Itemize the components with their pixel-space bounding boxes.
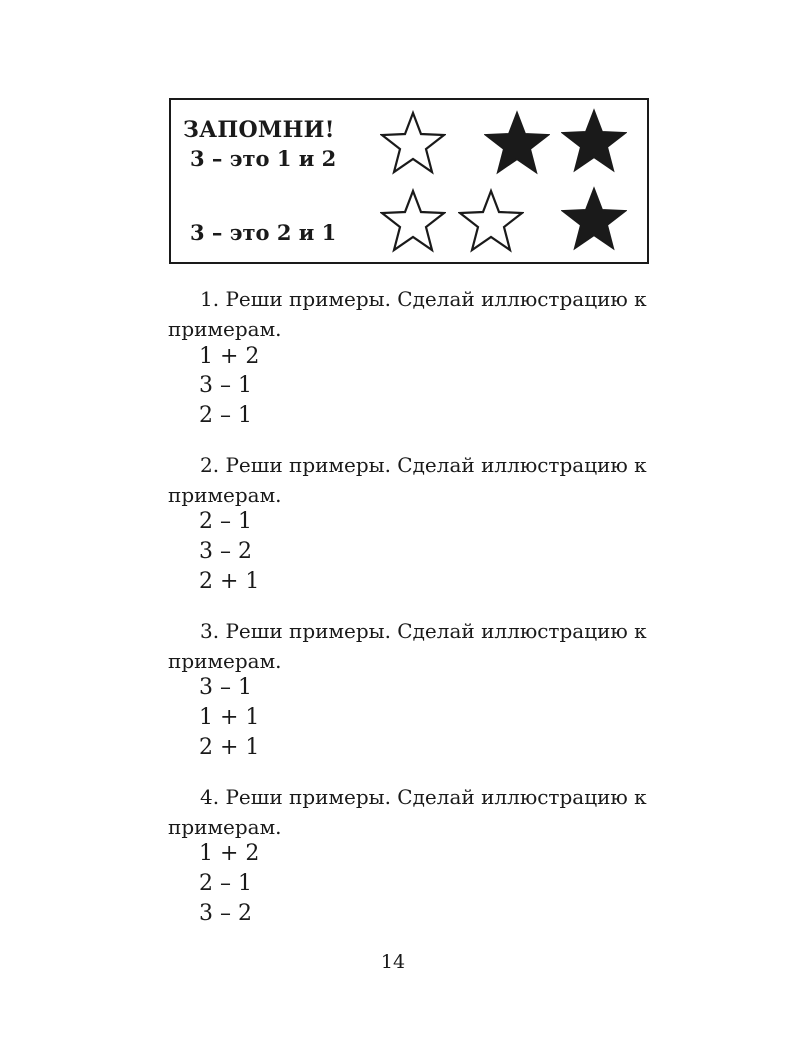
task-3-example-2: 1 + 1	[199, 705, 260, 730]
star-filled-icon	[561, 186, 627, 252]
star-outline-icon	[380, 110, 446, 176]
task-4-example-2: 2 – 1	[199, 871, 252, 896]
task-1-example-2: 3 – 1	[199, 373, 252, 398]
task-1-example-1: 1 + 2	[199, 344, 260, 369]
task-2-title: 2. Реши примеры. Сделай иллюстрацию к примерам.	[168, 453, 647, 507]
star-outline-icon	[458, 188, 524, 254]
task-4-example-1: 1 + 2	[199, 841, 260, 866]
page-number: 14	[380, 951, 406, 973]
task-4-example-3: 3 – 2	[199, 901, 252, 926]
star-filled-icon	[484, 110, 550, 176]
star-filled-icon	[561, 108, 627, 174]
task-2-example-2: 3 – 2	[199, 539, 252, 564]
rule-line-2: 3 – это 2 и 1	[190, 220, 337, 245]
task-2-example-1: 2 – 1	[199, 509, 252, 534]
star-outline-icon	[380, 188, 446, 254]
task-1-example-3: 2 – 1	[199, 403, 252, 428]
task-4-title: 4. Реши примеры. Сделай иллюстрацию к примерам.	[168, 785, 647, 839]
task-1-title: 1. Реши примеры. Сделай иллюстрацию к примерам.	[168, 287, 647, 341]
remember-title: ЗАПОМНИ!	[183, 117, 335, 143]
task-2-example-3: 2 + 1	[199, 569, 260, 594]
task-3-example-1: 3 – 1	[199, 675, 252, 700]
rule-line-1: 3 – это 1 и 2	[190, 146, 337, 171]
task-3-example-3: 2 + 1	[199, 735, 260, 760]
task-3-title: 3. Реши примеры. Сделай иллюстрацию к примерам.	[168, 619, 647, 673]
